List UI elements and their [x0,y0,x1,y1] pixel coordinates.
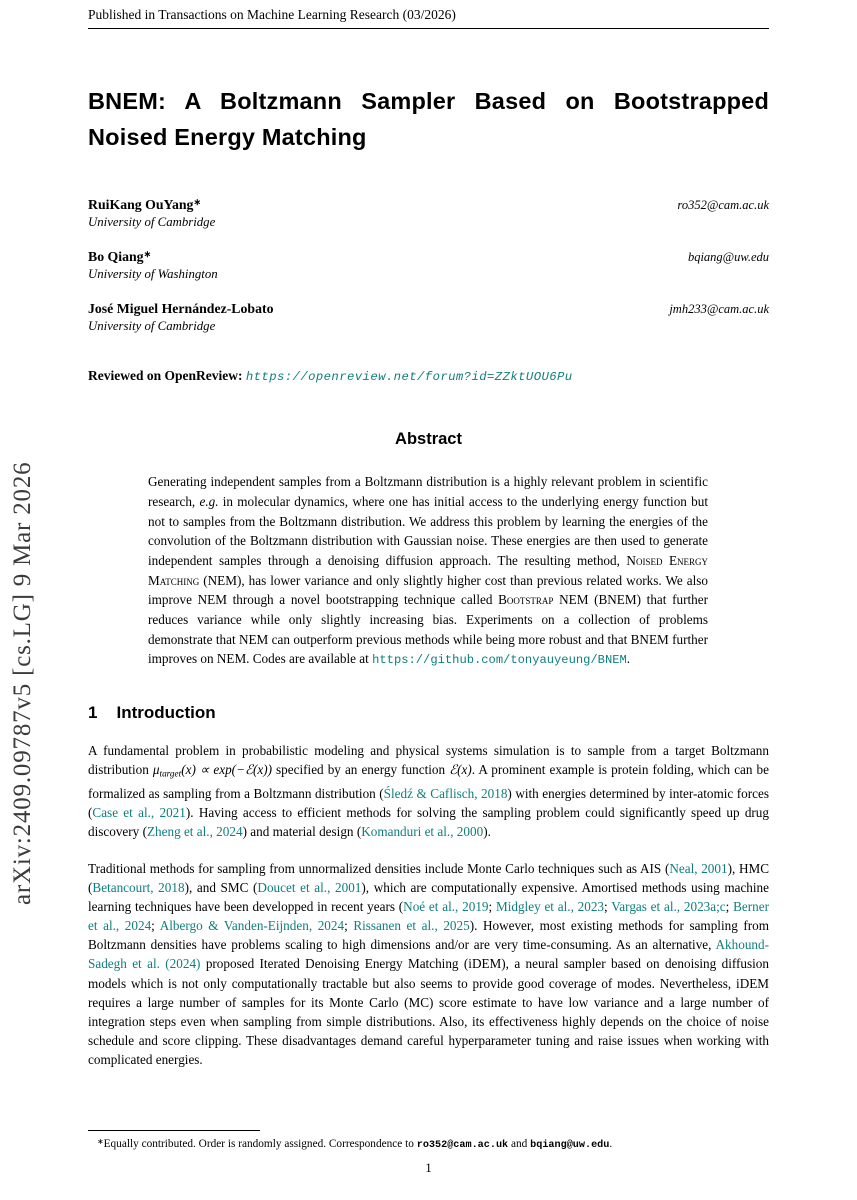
citation-link[interactable]: Zheng et al., 2024 [146,823,243,839]
citation-link[interactable]: Doucet et al., 2001 [257,880,362,896]
text-span: . [609,1138,613,1151]
paper-title-line2: Noised Energy Matching [88,124,367,150]
text-span: Traditional methods for sampling from unnormalized densities include Monte Carlo techniques such as AIS ( [88,860,670,876]
paper-title-line1: BNEM: A Boltzmann Sampler Based on Bootstrapped [88,88,769,114]
author-affiliation: University of Cambridge [88,215,216,230]
text-span: ; [151,918,160,934]
text-span: (x) ∝ exp(−ℰ(x)) [181,762,272,778]
text-span: ), and SMC ( [184,880,258,896]
citation-link[interactable]: Neal, 2001 [669,860,728,876]
footnote [88,1130,769,1154]
text-span: proposed Iterated Denoising Energy Matching (iDEM), a neural sampler based on denoising diffusion models which is not only computationally tractable but also seems to provide good coverage of modes. Nevertheless, iDEM requires a large number of samples for its Monte Carlo (MC) score estimate to have low variance and a large number of integration steps even when sampling from simple distributions. Also, its effectiveness highly depends on the choice of noise schedule and score clipping. These disadvantages demand careful hyperparameter tuning and raise issues when working with complicated energies. [88,956,769,1067]
text-span: ; [488,899,496,915]
text-span: A fundamental problem in probabilistic modeling and physical systems simulation is to sample from a target Boltzmann distribution [88,743,769,778]
text-span: ℰ(x) [449,762,472,778]
text-span: NEM (BNEM) that further reduces variance while only slightly increasing bias. Experiments on a collection of problems demonstrate that NEM can outperform previous methods while being more robust and that BNEM further improves on NEM. Codes are available at [148,592,708,667]
author-email: jmh233@cam.ac.uk [669,302,769,317]
text-span: specified by an energy function [272,762,450,778]
text-span: ro352@cam.ac.uk [416,1140,509,1152]
text-span: μ [152,762,160,778]
journal-header [88,7,769,29]
citation-link[interactable]: Midgley et al., 2023 [495,899,605,915]
author-affiliation: University of Washington [88,267,218,282]
author-name-text: RuiKang OuYang [88,197,194,213]
text-span: ). However, most existing methods for sampling from Boltzmann densities have problems scaling to high dimensions and/or are very time-consuming. As an alternative, [88,918,770,953]
author-affiliation: University of Cambridge [88,319,216,334]
author-row [88,249,769,265]
author-entry-2 [88,249,769,282]
author-name [88,249,151,265]
section-number: 1 [88,703,98,723]
text-span: ; [725,899,734,915]
intro-paragraph-2 [88,859,769,1069]
journal-header-text: Published in Transactions on Machine Learning Research (03/2026) [88,7,456,22]
text-span: ). [483,823,491,839]
equal-contribution-mark: ∗ [143,249,152,260]
author-email: ro352@cam.ac.uk [677,198,769,213]
author-entry-3 [88,301,769,334]
text-span: ), which are computationally expensive. Amortised methods using machine learning techniques have been developped in recent years ( [88,880,770,915]
author-entry-1 [88,197,769,230]
page-number: 1 [425,1160,432,1175]
citation-link[interactable]: Komanduri et al., 2000 [361,823,484,839]
citation-link[interactable]: Albergo & Vanden-Eijnden, 2024 [159,918,345,934]
citation-link[interactable]: Akhound-Sadegh et al. (2024) [88,937,769,972]
author-email: bqiang@uw.edu [687,250,769,265]
footnote-text [88,1135,769,1154]
text-span: Bootstrap [498,592,554,608]
equal-contribution-mark: ∗ [193,197,201,207]
text-span: ) with energies determined by inter-atomic forces ( [88,785,769,820]
author-row [88,197,769,213]
text-span: and [508,1138,531,1151]
citation-link[interactable]: Noé et al., 2019 [403,899,489,915]
text-span: Equally contributed. Order is randomly assigned. Correspondence to [103,1138,417,1151]
author-name-text: José Miguel Hernández-Lobato [88,301,274,317]
footnote-rule [88,1130,260,1131]
openreview-label: Reviewed on OpenReview: [88,368,243,384]
text-span: . [626,651,631,667]
text-span: e.g. [199,493,219,509]
citation-link[interactable]: Śledź & Caflisch, 2018 [383,785,508,801]
openreview-line [88,368,769,384]
author-name [88,197,201,213]
text-span: . A prominent example is protein folding, which can be formalized as sampling from a Boltzmann distribution ( [88,762,769,801]
arxiv-watermark: arXiv:2409.09787v5 [cs.LG] 9 Mar 2026 [9,461,36,905]
text-span: target [159,768,182,779]
paper-title [88,83,769,155]
citation-link[interactable]: Betancourt, 2018 [92,880,185,896]
text-span: in molecular dynamics, where one has initial access to the underlying energy function but not to samples from the Boltzmann distribution. We address this problem by learning the energies of the convolution of the Boltzmann distribution with Gaussian noise. These energies are then used to generate independent samples through a denoising diffusion approach. The resulting method, [148,493,708,568]
author-block [88,197,769,353]
text-span: ) and material design ( [242,823,362,839]
author-name [88,301,273,317]
citation-link[interactable]: Vargas et al., 2023a;c [611,899,726,915]
section-heading-introduction [88,703,769,723]
text-span: ). Having access to efficient methods for solving the sampling problem could significantly speed up drug discovery ( [88,804,769,839]
text-span: ∗ [97,1137,104,1147]
text-span: ), HMC ( [88,860,770,896]
text-span: Noised Energy Matching [148,552,709,588]
openreview-link[interactable]: https://openreview.net/forum?id=ZZktUOU6Pu [245,370,573,385]
author-name-text: Bo Qiang [88,249,144,265]
intro-paragraph-1 [88,741,769,841]
citation-link[interactable]: Case et al., 2021 [92,804,186,820]
text-span: ; [344,918,354,934]
author-row [88,301,769,317]
url-link[interactable]: https://github.com/tonyauyeung/BNEM [372,653,627,668]
section-title: Introduction [116,703,216,723]
content-column [88,0,769,1200]
abstract-text [148,472,708,671]
text-span: Generating independent samples from a Boltzmann distribution is a highly relevant problem in scientific research, [148,474,708,509]
citation-link[interactable]: Rissanen et al., 2025 [353,918,470,934]
citation-link[interactable]: Berner et al., 2024 [88,899,769,934]
text-span: (NEM), has lower variance and only slightly higher cost than previous related works. We also improve NEM through a novel bootstrapping technique called [148,572,708,608]
abstract-heading: Abstract [395,430,462,449]
text-span: bqiang@uw.edu [530,1140,610,1152]
text-span: ; [604,899,612,915]
